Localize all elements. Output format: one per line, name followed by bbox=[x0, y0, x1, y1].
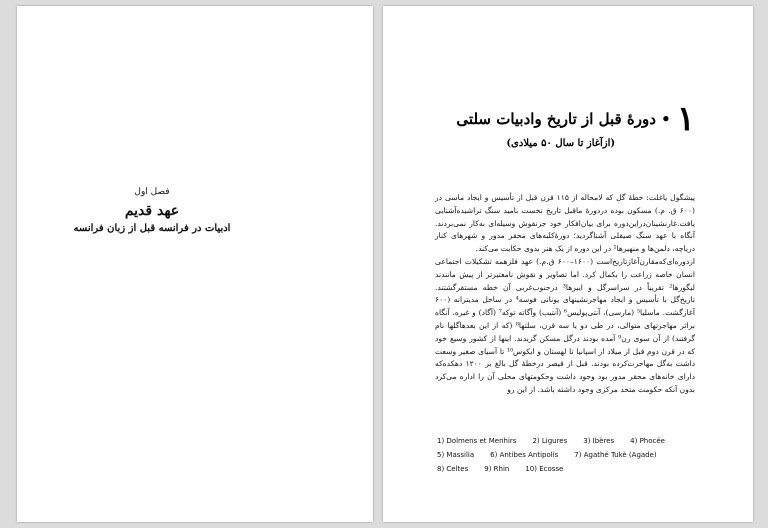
footnote: 6) Antibes Antipolis bbox=[490, 451, 559, 459]
footnote: 4) Phocée bbox=[630, 437, 665, 445]
footnote: 2) Ligures bbox=[532, 437, 568, 445]
footnote: 9) Rhin bbox=[484, 465, 510, 473]
chapter-title-block bbox=[57, 187, 247, 234]
right-page bbox=[383, 6, 753, 522]
footnote: 7) Agathé Tukè (Agade) bbox=[574, 451, 657, 459]
paragraph: پیشگول یاغلت: خطهٔ گل که لامحاله از ۱۱۵ قرن قبل از تأسیس و ایجاد ماسی در (۶۰۰ ق. م.) مسکون بوده دردورهٔ ماقبل تاریخ نخست بامید سنگ تراشیده‌آشنایی یافت.غارنشینان‌دراین‌دوره برای بیان‌افکار خود جزنقوش وسیله‌ای به‌کار نمی‌بردند. آنگاه با عهد سنگ صیقلی آشناگردید؛ دورهٔ‌کلبه‌های محقر مدور و شهرهای کنار دریاچه، دلمن‌ها و منهیرها¹ در این دوره از یک هنر بدوی حکایت می‌کند. bbox=[435, 193, 695, 254]
chapter-subtitle: ادبیات در فرانسه قبل از زبان فرانسه bbox=[73, 223, 231, 234]
left-page bbox=[17, 6, 373, 522]
heading-title: • دورهٔ قبل از تاریخ وادبیات سلتی bbox=[456, 110, 671, 128]
footnote-row bbox=[437, 448, 707, 462]
chapter-number: ۱ bbox=[676, 99, 695, 139]
section-heading bbox=[456, 99, 695, 149]
paragraph: ازدوره‌ای‌که‌مقارن‌آغازتاریخ‌است (۱۶۰۰–۶۰۰ ق.م.) عهد فلزهمه تشکیلات اجتماعی انسان خاصه زراعت را بکمال کرد. اما تصاویر و نقوش نامعتبرتر از پیش مانندند لیگورها² تقریباً در سراسرگل و ایبرها³ درجنوب‌غربی آن خطه مستقرگشتند. تاریخ‌گل با تأسیس و ایجاد مهاجرنشینهای یونانی فوسه⁴ در ساحل مدیترانه (۶۰۰ آغازگشت. ماسلیا⁵ (مارسی)، آنتی‌پولیس⁶ (آنتیب) وآگاته توکه⁷ (آگاد) و غیره. آنگاه براثر مهاجرتهای متوالی، در طی دو یا سه قرن، سلتها⁸ (که از این بعدهاگلها نام گرفتند) از آن سوی رن⁹ آمده بودند درگل مسکن گزیدند. اینها از کشور وسیع خود که در قرن دوم قبل از میلاد از اسپانیا تا لهستان و ایکوس¹⁰ تا آسیای صغیر وسعت داشت به‌گل مهاجرت‌کرده بودند. قبل از قیصر درخطهٔ گل بالغ بر ۱۲۰۰ دهکده‌که دارای خانه‌های محقر مدور بود وجود داشت وحکومتهای محلی آن‌ را اداره می‌کرد بدون آنکه حکومت متحد مرکزی وجود داشته باشد. از این رو bbox=[435, 256, 696, 394]
chapter-title: عهد قدیم bbox=[124, 203, 180, 219]
chapter-label: فصل اول bbox=[134, 187, 170, 197]
footnotes bbox=[437, 434, 707, 476]
footnote: 1) Dolmens et Menhirs bbox=[437, 437, 517, 445]
heading-subtitle: (ازآغاز تا سال ۵۰ میلادی) bbox=[506, 138, 616, 149]
body-text bbox=[435, 192, 695, 397]
footnote: 8) Celtes bbox=[437, 465, 469, 473]
footnote: 3) Ibères bbox=[583, 437, 615, 445]
footnote-row bbox=[437, 462, 707, 476]
footnote-row bbox=[437, 434, 707, 448]
footnote: 5) Massilia bbox=[437, 451, 475, 459]
footnote: 10) Ecosse bbox=[525, 465, 564, 473]
